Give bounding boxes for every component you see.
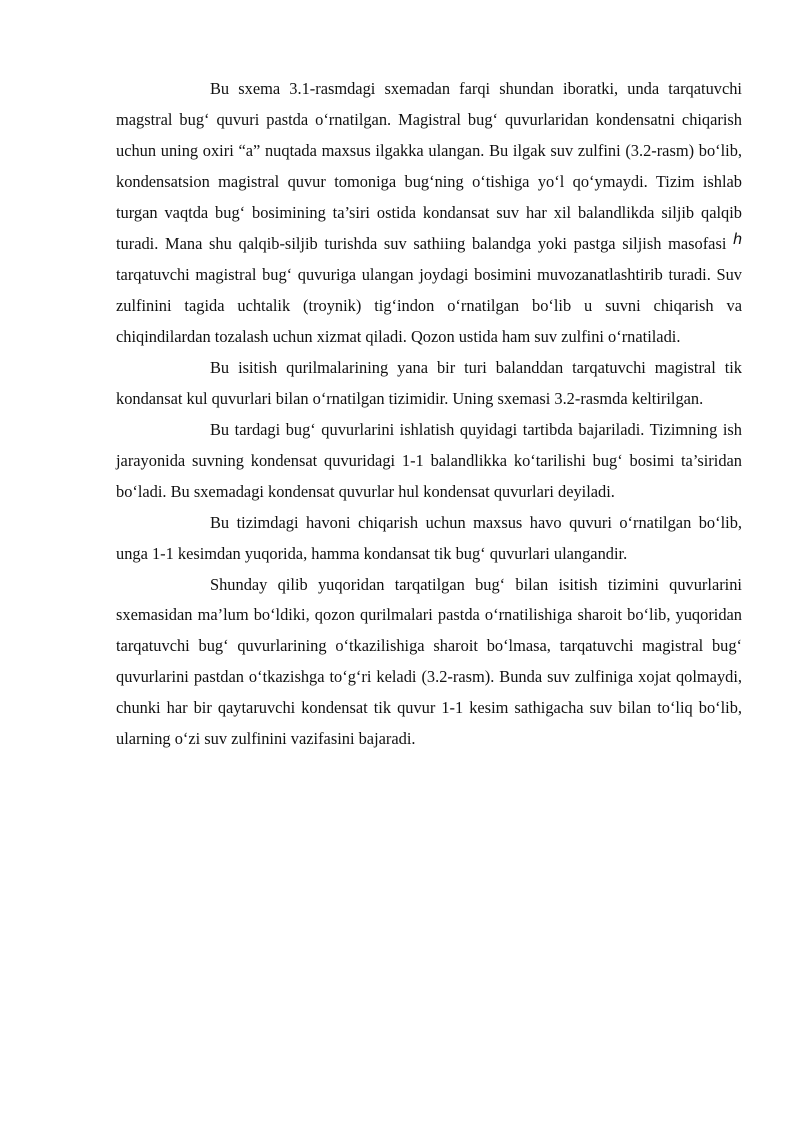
document-page [116, 74, 742, 755]
paragraph-4: Bu tizimdagi havoni chiqarish uchun maxsus havo quvuri o‘rnatilgan bo‘lib, unga 1-1 kesimdan yuqorida, hamma kondansat tik bug‘ quvurlari ulangandir. [116, 512, 742, 563]
paragraph-1-text-after: tarqatuvchi magistral bug‘ quvuriga ulangan joydagi bosimini muvozanatlashtirib turadi. Suv zulfinini tagida uchtalik (troynik) tig‘indon o‘rnatilgan bo‘lib u suvni chiqarish va chiqindilardan tozalash uchun xizmat qiladi. Qozon ustida ham suv zulfini o‘rnatiladi. [116, 265, 742, 347]
paragraph-1-text-before: Bu sxema 3.1-rasmdagi sxemadan farqi shundan iboratki, unda tarqatuvchi magstral bug‘ quvuri pastda o‘rnatilgan. Magistral bug‘ quvurlaridan kondensatni chiqarish uchun uning oxiri “a” nuqtada maxsus ilgakka ulangan. Bu ilgak suv zulfini (3.2-rasm) bo‘lib, kondensatsion magistral quvur tomoniga bug‘ning o‘tishiga yo‘l qo‘ymaydi. Tizim ishlab turgan vaqtda bug‘ bosimining ta’siri ostida kondansat suv har xil balandlikda siljib qalqib turadi. Mana shu qalqib-siljib turishda suv sathiing balandga yoki pastga siljish masofasi [116, 79, 742, 253]
paragraph-5: Shunday qilib yuqoridan tarqatilgan bug‘ bilan isitish tizimini quvurlarini sxemasidan ma’lum bo‘ldiki, qozon qurilmalari pastda o‘rnatilishiga sharoit bo‘lib, yuqoridan tarqatuvchi bug‘ quvurlarining o‘tkazilishiga sharoit bo‘lmasa, tarqatuvchi magistral bug‘ quvurlarini pastdan o‘tkazishga to‘g‘ri keladi (3.2-rasm). Bunda suv zulfiniga xojat qolmaydi, chunki har bir qaytaruvchi kondensat tik quvur 1-1 kesim sathigacha suv bilan to‘liq bo‘lib, ularning o‘zi suv zulfinini vazifasini bajaradi. [116, 574, 742, 749]
paragraph-1 [116, 74, 742, 353]
paragraph-2: Bu isitish qurilmalarining yana bir turi balanddan tarqatuvchi magistral tik kondansat kul quvurlari bilan o‘rnatilgan tizimidir. Uning sxemasi 3.2-rasmda keltirilgan. [116, 358, 742, 409]
paragraph-3: Bu tardagi bug‘ quvurlarini ishlatish quyidagi tartibda bajariladi. Tizimning ish jarayonida suvning kondensat quvuridagi 1-1 balandlikka ko‘tarilishi bug‘ bosimi ta’siridan bo‘ladi. Bu sxemadagi kondensat quvurlar hul kondensat quvurlari deyiladi. [116, 419, 742, 501]
symbol-h: h [733, 230, 742, 248]
